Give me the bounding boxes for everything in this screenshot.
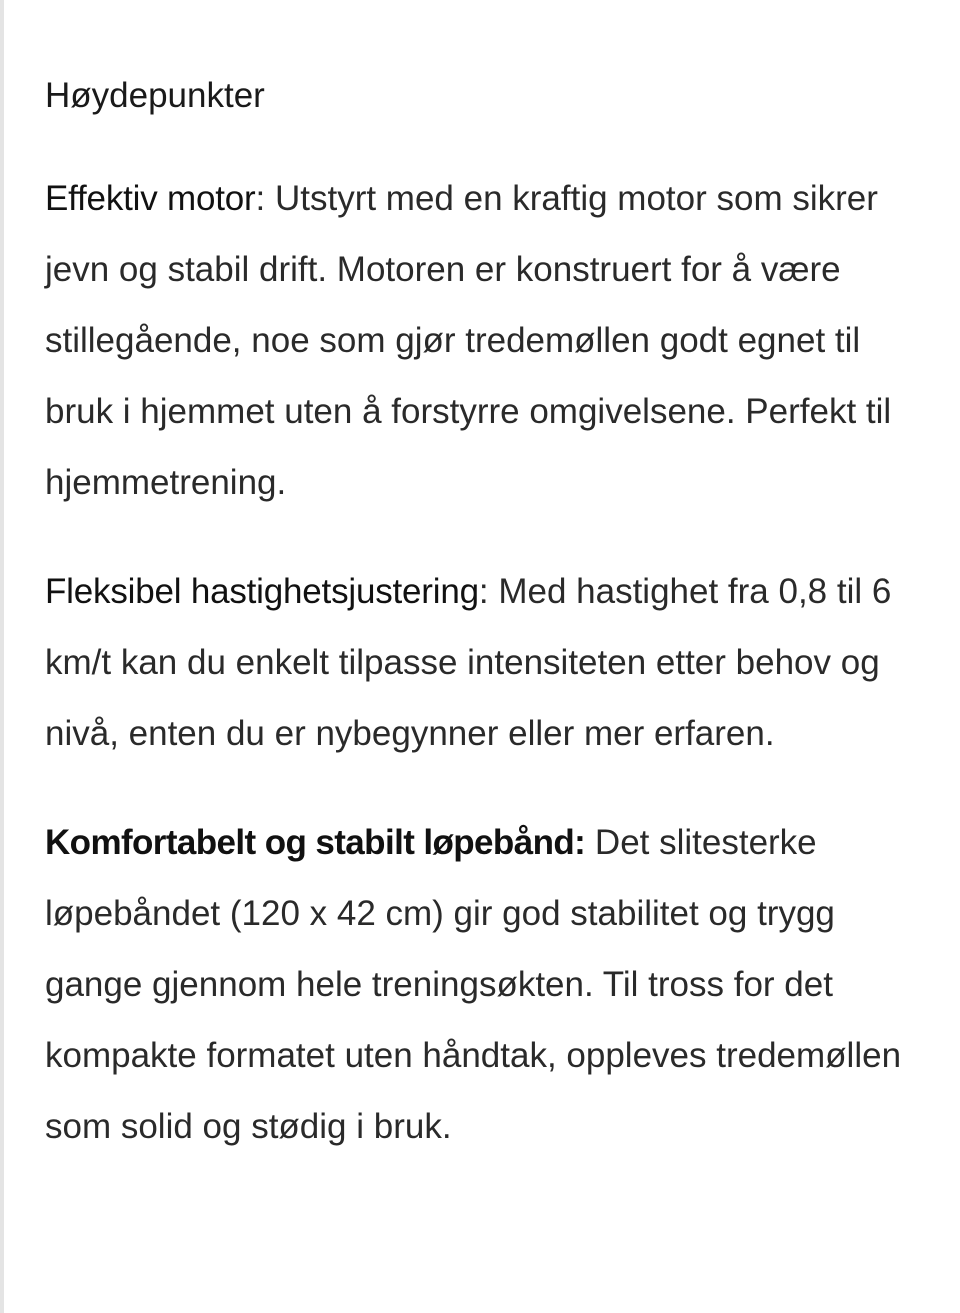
highlight-separator: :	[255, 179, 266, 218]
highlight-separator: :	[478, 572, 489, 611]
section-heading: Høydepunkter	[45, 76, 265, 115]
highlight-speed	[45, 556, 925, 769]
highlight-motor	[45, 163, 925, 518]
page-edge	[0, 0, 4, 1313]
highlight-belt	[45, 807, 925, 1162]
highlight-text: Med hastighet fra 0,8 til 6 km/t kan du enkelt tilpasse intensiteten etter behov og nivå, enten du er nybegynner eller mer erfaren.	[45, 572, 892, 753]
highlight-text: Utstyrt med en kraftig motor som sikrer jevn og stabil drift. Motoren er konstruert for å være stillegående, noe som gjør tredemøllen godt egnet til bruk i hjemmet uten å forstyrre omgivelsene. Perfekt til hjemmetrening.	[45, 179, 892, 502]
highlight-term: Fleksibel hastighetsjustering	[45, 572, 479, 611]
highlight-text: Det slitesterke løpebåndet (120 x 42 cm) gir god stabilitet og trygg gange gjennom hele treningsøkten. Til tross for det kompakte formatet uten håndtak, oppleves tredemøllen som solid og stødig i bruk.	[45, 823, 902, 1146]
highlight-term: Effektiv motor	[45, 179, 256, 218]
highlight-term: Komfortabelt og stabilt løpebånd:	[45, 823, 586, 862]
product-description	[45, 64, 925, 1162]
